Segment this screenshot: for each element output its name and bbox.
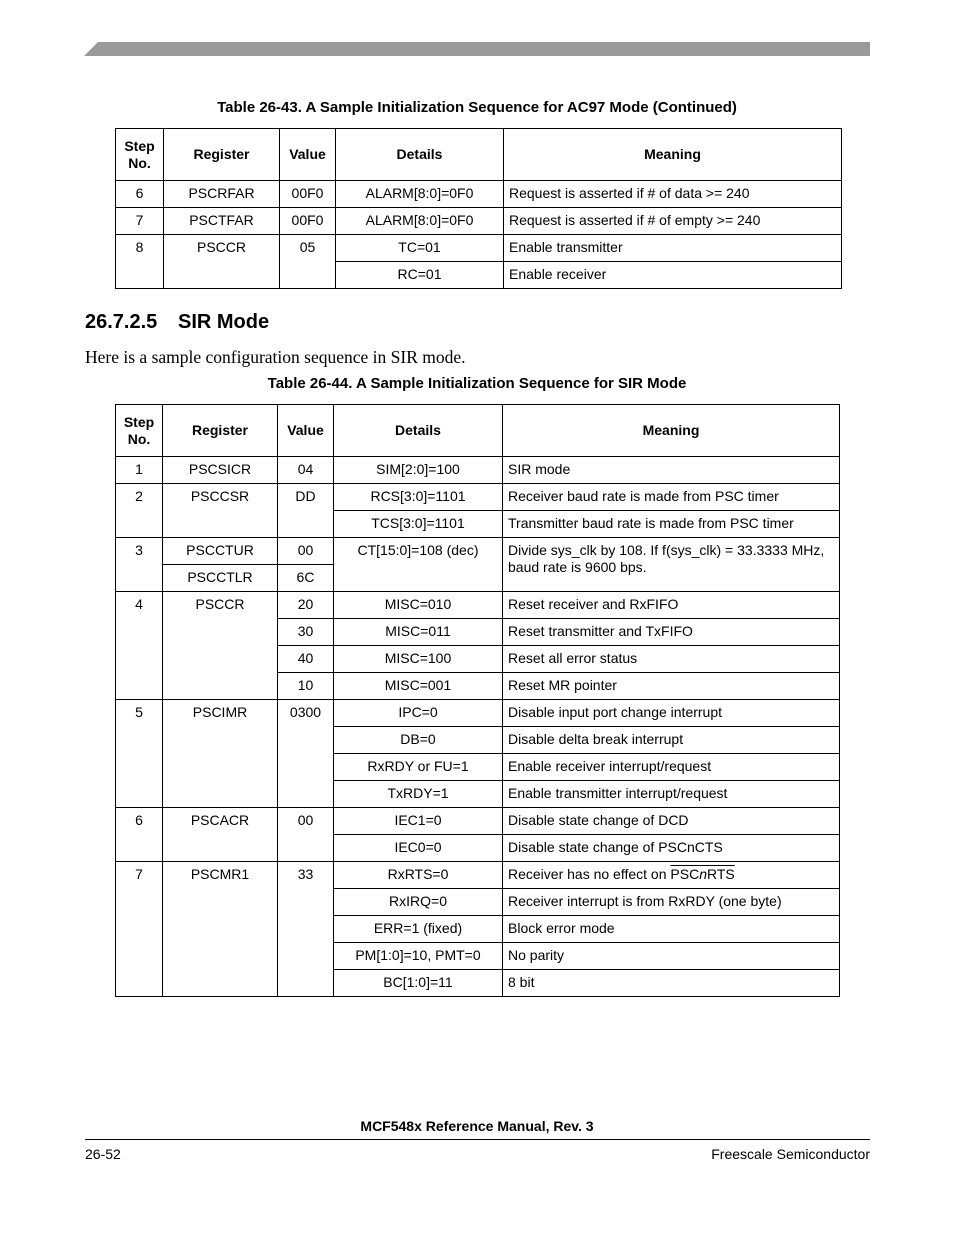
table-header-row bbox=[116, 129, 842, 181]
table-44 bbox=[115, 404, 840, 997]
cell-details: CT[15:0]=108 (dec) bbox=[334, 538, 503, 592]
header-step-label: Step No. bbox=[123, 413, 155, 447]
header-bar-shape bbox=[84, 42, 870, 56]
table-43 bbox=[115, 128, 842, 289]
cell-register: PSCRFAR bbox=[164, 181, 280, 208]
cell-details: IPC=0 bbox=[334, 700, 503, 727]
header-value: Value bbox=[280, 129, 336, 181]
cell-meaning: Reset transmitter and TxFIFO bbox=[503, 619, 840, 646]
table-row bbox=[116, 592, 840, 619]
cell-meaning: Enable transmitter interrupt/request bbox=[503, 781, 840, 808]
table-row bbox=[116, 457, 840, 484]
table-header-row bbox=[116, 405, 840, 457]
cell-register: PSCCR bbox=[163, 592, 278, 700]
cell-details: TxRDY=1 bbox=[334, 781, 503, 808]
cell-meaning: Receiver interrupt is from RxRDY (one byte) bbox=[503, 889, 840, 916]
cell-details: TC=01 bbox=[336, 235, 504, 262]
signal-prefix: PSC bbox=[670, 866, 700, 882]
cell-step: 4 bbox=[116, 592, 163, 700]
cell-value: 0300 bbox=[278, 700, 334, 808]
cell-details: ALARM[8:0]=0F0 bbox=[336, 208, 504, 235]
header-register: Register bbox=[163, 405, 278, 457]
cell-step: 8 bbox=[116, 235, 164, 289]
header-meaning: Meaning bbox=[504, 129, 842, 181]
table-row bbox=[116, 181, 842, 208]
table-43-caption: Table 26-43. A Sample Initialization Sequence for AC97 Mode (Continued) bbox=[217, 99, 737, 116]
cell-register: PSCCSR bbox=[163, 484, 278, 538]
cell-value: 00 bbox=[278, 808, 334, 862]
footer-divider bbox=[85, 1139, 870, 1140]
signal-name-overbar bbox=[670, 866, 734, 882]
cell-value: 04 bbox=[278, 457, 334, 484]
header-step bbox=[116, 405, 163, 457]
cell-meaning: Disable state change of PSCnCTS bbox=[503, 835, 840, 862]
cell-details: ALARM[8:0]=0F0 bbox=[336, 181, 504, 208]
cell-value: 00F0 bbox=[280, 208, 336, 235]
cell-value: 05 bbox=[280, 235, 336, 289]
cell-value: 30 bbox=[278, 619, 334, 646]
cell-register: PSCCTUR bbox=[163, 538, 278, 565]
cell-details: DB=0 bbox=[334, 727, 503, 754]
cell-details: IEC1=0 bbox=[334, 808, 503, 835]
cell-meaning: Reset MR pointer bbox=[503, 673, 840, 700]
cell-meaning: Block error mode bbox=[503, 916, 840, 943]
section-heading bbox=[85, 311, 269, 334]
header-bar bbox=[84, 42, 870, 56]
cell-register: PSCCR bbox=[164, 235, 280, 289]
cell-value: 20 bbox=[278, 592, 334, 619]
header-details: Details bbox=[334, 405, 503, 457]
header-register: Register bbox=[164, 129, 280, 181]
table-row bbox=[116, 700, 840, 727]
page-number: 26-52 bbox=[85, 1146, 121, 1162]
table-row bbox=[116, 208, 842, 235]
cell-meaning: Receiver baud rate is made from PSC timer bbox=[503, 484, 840, 511]
meaning-text: Receiver has no effect on bbox=[508, 866, 671, 882]
cell-value: 33 bbox=[278, 862, 334, 997]
cell-details: PM[1:0]=10, PMT=0 bbox=[334, 943, 503, 970]
cell-value: 40 bbox=[278, 646, 334, 673]
cell-details: IEC0=0 bbox=[334, 835, 503, 862]
cell-details: RxRTS=0 bbox=[334, 862, 503, 889]
cell-meaning: Transmitter baud rate is made from PSC timer bbox=[503, 511, 840, 538]
cell-meaning: 8 bit bbox=[503, 970, 840, 997]
cell-step: 6 bbox=[116, 181, 164, 208]
cell-register: PSCMR1 bbox=[163, 862, 278, 997]
cell-meaning: Disable state change of DCD bbox=[503, 808, 840, 835]
cell-meaning: Reset receiver and RxFIFO bbox=[503, 592, 840, 619]
table-44-caption: Table 26-44. A Sample Initialization Sequence for SIR Mode bbox=[267, 375, 687, 392]
cell-value: 00F0 bbox=[280, 181, 336, 208]
cell-meaning: Request is asserted if # of data >= 240 bbox=[504, 181, 842, 208]
cell-step: 3 bbox=[116, 538, 163, 592]
table-row bbox=[116, 538, 840, 565]
cell-details: TCS[3:0]=1101 bbox=[334, 511, 503, 538]
cell-register: PSCSICR bbox=[163, 457, 278, 484]
cell-meaning: Divide sys_clk by 108. If f(sys_clk) = 33.3333 MHz, baud rate is 9600 bps. bbox=[503, 538, 840, 592]
cell-step: 1 bbox=[116, 457, 163, 484]
cell-meaning: Enable receiver bbox=[504, 262, 842, 289]
table-row bbox=[116, 808, 840, 835]
header-step-label: Step No. bbox=[124, 137, 155, 171]
cell-details: RxRDY or FU=1 bbox=[334, 754, 503, 781]
cell-value: 6C bbox=[278, 565, 334, 592]
cell-register: PSCACR bbox=[163, 808, 278, 862]
cell-meaning: Request is asserted if # of empty >= 240 bbox=[504, 208, 842, 235]
header-step bbox=[116, 129, 164, 181]
cell-meaning: Reset all error status bbox=[503, 646, 840, 673]
cell-details: SIM[2:0]=100 bbox=[334, 457, 503, 484]
company-name: Freescale Semiconductor bbox=[711, 1146, 870, 1162]
section-title: SIR Mode bbox=[178, 311, 270, 333]
footer-title: MCF548x Reference Manual, Rev. 3 bbox=[360, 1118, 594, 1134]
cell-meaning: Disable delta break interrupt bbox=[503, 727, 840, 754]
cell-details: MISC=010 bbox=[334, 592, 503, 619]
cell-details: MISC=001 bbox=[334, 673, 503, 700]
cell-register: PSCCTLR bbox=[163, 565, 278, 592]
header-details: Details bbox=[336, 129, 504, 181]
section-number: 26.7.2.5 bbox=[85, 311, 158, 333]
intro-paragraph: Here is a sample configuration sequence in SIR mode. bbox=[85, 347, 466, 367]
cell-register: PSCIMR bbox=[163, 700, 278, 808]
cell-meaning: No parity bbox=[503, 943, 840, 970]
cell-details: RxIRQ=0 bbox=[334, 889, 503, 916]
cell-meaning bbox=[503, 862, 840, 889]
cell-value: 10 bbox=[278, 673, 334, 700]
table-row bbox=[116, 862, 840, 889]
cell-details: ERR=1 (fixed) bbox=[334, 916, 503, 943]
cell-step: 7 bbox=[116, 862, 163, 997]
cell-value: DD bbox=[278, 484, 334, 538]
cell-details: BC[1:0]=11 bbox=[334, 970, 503, 997]
cell-step: 6 bbox=[116, 808, 163, 862]
cell-register: PSCTFAR bbox=[164, 208, 280, 235]
cell-step: 5 bbox=[116, 700, 163, 808]
header-value: Value bbox=[278, 405, 334, 457]
cell-details: MISC=011 bbox=[334, 619, 503, 646]
cell-details: MISC=100 bbox=[334, 646, 503, 673]
cell-meaning: SIR mode bbox=[503, 457, 840, 484]
cell-step: 7 bbox=[116, 208, 164, 235]
cell-meaning: Enable transmitter bbox=[504, 235, 842, 262]
cell-details: RCS[3:0]=1101 bbox=[334, 484, 503, 511]
cell-step: 2 bbox=[116, 484, 163, 538]
signal-index: n bbox=[699, 866, 707, 882]
table-row bbox=[116, 235, 842, 262]
header-meaning: Meaning bbox=[503, 405, 840, 457]
cell-details: RC=01 bbox=[336, 262, 504, 289]
cell-meaning: Disable input port change interrupt bbox=[503, 700, 840, 727]
signal-suffix: RTS bbox=[707, 866, 735, 882]
table-row bbox=[116, 484, 840, 511]
cell-meaning: Enable receiver interrupt/request bbox=[503, 754, 840, 781]
cell-value: 00 bbox=[278, 538, 334, 565]
